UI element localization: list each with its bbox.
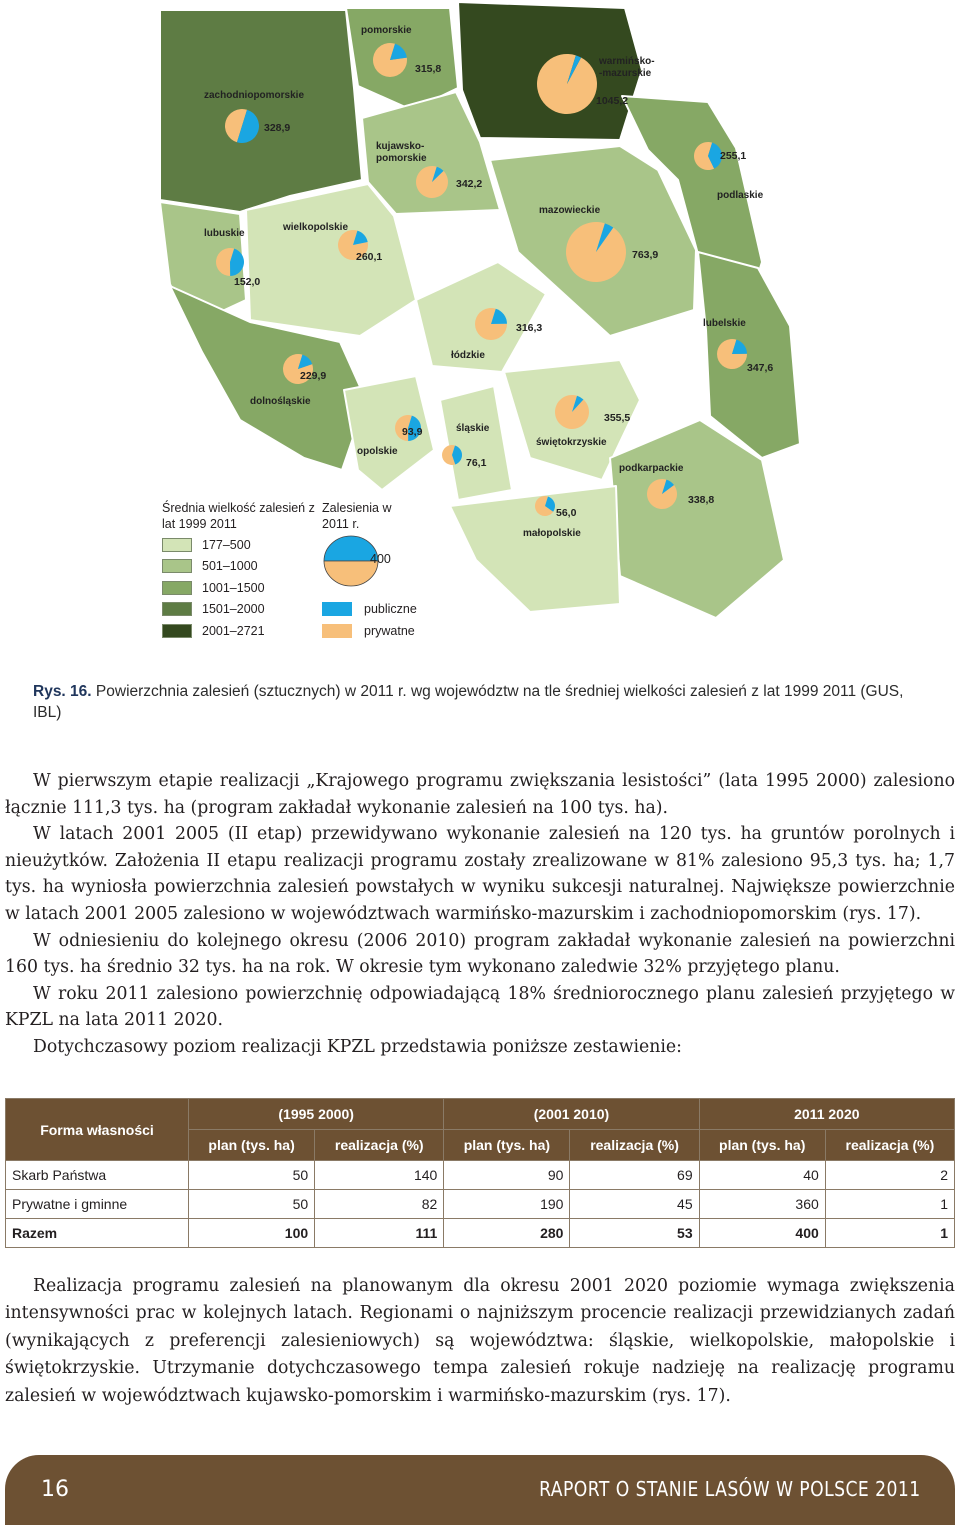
region-label: podlaskie bbox=[717, 190, 764, 201]
paragraph: Realizacja programu zalesień na planowanym dla okresu 2001 2020 poziomie wymaga zwiększenia intensywności prac w kolejnych latach. Regionami o najniższym procencie realizacji przewidzianych zadań (wynikających z preferencji zalesieniowych) są województwa: śląskie, wielkopolskie, małopolskie i świętokrzyskie. Utrzymanie dotychczasowego tempa zalesień rokuje nadzieję na realizację programu zalesień w województwach kujawsko-pomorskim i warmińsko-mazurskim (rys. 17). bbox=[5, 1276, 955, 1406]
paragraph: W latach 2001 2005 (II etap) przewidywano wykonanie zalesień na 120 tys. ha gruntów porolnych i nieużytków. Założenia II etapu realizacji programu zostały zrealizowane w 81% zalesiono 95,3 tys. ha; 1,7 tys. ha wyniosła powierzchnia zalesień powstałych w wyniku sukcesji naturalnej. Największe powierzchnie w latach 2001 2005 zalesiono w województwach warmińsko-mazurskim i zachodniopomorskim (rys. 17). bbox=[5, 824, 955, 924]
region-label: śląskie bbox=[456, 423, 490, 434]
row-label: Prywatne i gminne bbox=[6, 1190, 189, 1219]
legend-row bbox=[162, 556, 322, 578]
table-cell: 100 bbox=[189, 1219, 315, 1248]
legend-title: Średnia wielkość zalesień z lat 1999 2011 bbox=[162, 501, 315, 531]
table-cell: 1 bbox=[825, 1219, 954, 1248]
region-value: 1045,2 bbox=[596, 95, 629, 107]
region-label: dolnośląskie bbox=[250, 396, 311, 407]
pie-private-slice bbox=[537, 54, 597, 114]
table-cell: 280 bbox=[444, 1219, 570, 1248]
region-value: 93,9 bbox=[402, 426, 423, 438]
page-number: 16 bbox=[41, 1477, 69, 1502]
legend-swatch-3 bbox=[162, 581, 192, 595]
region-value: 56,0 bbox=[556, 507, 577, 519]
region-label: podkarpackie bbox=[619, 463, 684, 474]
table-subheader: plan (tys. ha) bbox=[189, 1130, 315, 1161]
table-cell: 69 bbox=[570, 1161, 699, 1190]
legend-class-label: 1001–1500 bbox=[202, 580, 265, 595]
table-cell: 111 bbox=[315, 1219, 444, 1248]
legend-public-label: publiczne bbox=[364, 602, 417, 616]
legend-average bbox=[162, 500, 322, 642]
region-label: kujawsko-pomorskie bbox=[376, 141, 427, 164]
table-cell: 50 bbox=[189, 1190, 315, 1219]
legend-private-swatch bbox=[322, 624, 352, 638]
region-value: 152,0 bbox=[234, 276, 261, 288]
region-value: 316,3 bbox=[516, 322, 543, 334]
region-value: 342,2 bbox=[456, 178, 483, 190]
table-cell: 45 bbox=[570, 1190, 699, 1219]
table-cell: 40 bbox=[699, 1161, 825, 1190]
legend-swatch-1 bbox=[162, 538, 192, 552]
legend-private-row bbox=[322, 620, 442, 642]
table-subheader: realizacja (%) bbox=[825, 1130, 954, 1161]
legend-row bbox=[162, 577, 322, 599]
table-cell: 82 bbox=[315, 1190, 444, 1219]
table-cell: 400 bbox=[699, 1219, 825, 1248]
region-małopolskie bbox=[450, 486, 620, 612]
legend-row bbox=[162, 534, 322, 556]
legend-swatch-4 bbox=[162, 602, 192, 616]
legend-pie-title: Zalesienia w 2011 r. bbox=[322, 501, 392, 531]
region-value: 328,9 bbox=[264, 122, 291, 134]
page-footer bbox=[5, 1455, 955, 1525]
region-label: wielkopolskie bbox=[283, 222, 349, 233]
region-label: małopolskie bbox=[523, 528, 581, 539]
caption-text: Powierzchnia zalesień (sztucznych) w 2011 r. wg województw na tle średniej wielkości zalesień z lat 1999 2011 (GUS, IBL) bbox=[33, 683, 904, 721]
legend-swatch-5 bbox=[162, 624, 192, 638]
region-value: 260,1 bbox=[356, 251, 383, 263]
figure-caption bbox=[33, 681, 933, 723]
region-value: 347,6 bbox=[747, 362, 774, 374]
paragraph: W pierwszym etapie realizacji „Krajowego programu zwiększania lesistości” (lata 1995 2000) zalesiono łącznie 111,3 tys. ha (program zakładał wykonanie zalesień na 100 tys. ha). bbox=[5, 771, 955, 818]
caption-label: Rys. 16. bbox=[33, 683, 92, 700]
legend-class-label: 1501–2000 bbox=[202, 602, 265, 617]
region-value: 338,8 bbox=[688, 494, 715, 506]
table-cell: 1 bbox=[825, 1190, 954, 1219]
region-lubelskie bbox=[698, 252, 800, 458]
region-label: łódzkie bbox=[451, 350, 485, 361]
table-period-header: (1995 2000) bbox=[189, 1099, 444, 1130]
region-label: lubelskie bbox=[703, 318, 746, 329]
table-subheader: plan (tys. ha) bbox=[444, 1130, 570, 1161]
paragraph: W odniesieniu do kolejnego okresu (2006 2010) program zakładał wykonanie zalesień na powierzchni 160 tys. ha średnio 32 tys. ha na rok. W okresie tym wykonano zaledwie 32% przyjętego planu. bbox=[5, 930, 955, 978]
table-cell: 360 bbox=[699, 1190, 825, 1219]
legend-pie-icon bbox=[322, 534, 442, 598]
table-cell: 90 bbox=[444, 1161, 570, 1190]
row-label: Skarb Państwa bbox=[6, 1161, 189, 1190]
region-value: 315,8 bbox=[415, 63, 442, 75]
table-row bbox=[6, 1161, 955, 1190]
region-label: pomorskie bbox=[361, 25, 412, 36]
table-period-header: (2001 2010) bbox=[444, 1099, 699, 1130]
legend-pie-value: 400 bbox=[370, 552, 391, 566]
table-cell: 53 bbox=[570, 1219, 699, 1248]
region-label: mazowieckie bbox=[539, 205, 601, 216]
region-label: zachodniopomorskie bbox=[204, 90, 305, 101]
table-cell: 140 bbox=[315, 1161, 444, 1190]
region-label: warmińsko--mazurskie bbox=[599, 56, 655, 79]
region-label: świętokrzyskie bbox=[536, 437, 607, 448]
region-value: 229,9 bbox=[300, 370, 327, 382]
region-value: 355,5 bbox=[604, 412, 631, 424]
legend-swatch-2 bbox=[162, 559, 192, 573]
legend-class-label: 2001–2721 bbox=[202, 623, 265, 638]
region-value: 76,1 bbox=[466, 457, 487, 469]
legend-private-label: prywatne bbox=[364, 624, 415, 638]
body-text-2 bbox=[5, 1273, 955, 1410]
running-title: RAPORT O STANIE LASÓW W POLSCE 2011 bbox=[539, 1477, 921, 1501]
table-cell: 190 bbox=[444, 1190, 570, 1219]
kpzl-table bbox=[5, 1098, 955, 1248]
table-row-total bbox=[6, 1219, 955, 1248]
region-śląskie bbox=[440, 386, 512, 500]
legend-class-label: 501–1000 bbox=[202, 559, 258, 574]
table-cell: 50 bbox=[189, 1161, 315, 1190]
table-corner-header: Forma własności bbox=[6, 1099, 189, 1161]
legend-public-swatch bbox=[322, 602, 352, 616]
table-period-header: 2011 2020 bbox=[699, 1099, 954, 1130]
body-text bbox=[5, 768, 955, 1061]
region-label: opolskie bbox=[357, 446, 398, 457]
legend-row bbox=[162, 620, 322, 642]
legend-pies bbox=[322, 500, 442, 642]
region-zachodniopomorskie bbox=[160, 10, 362, 212]
region-label: lubuskie bbox=[204, 228, 245, 239]
legend-class-label: 177–500 bbox=[202, 537, 251, 552]
legend-row bbox=[162, 599, 322, 621]
table-row bbox=[6, 1190, 955, 1219]
table-subheader: realizacja (%) bbox=[315, 1130, 444, 1161]
table-subheader: plan (tys. ha) bbox=[699, 1130, 825, 1161]
paragraph: Dotychczasowy poziom realizacji KPZL przedstawia poniższe zestawienie: bbox=[33, 1036, 682, 1057]
region-value: 763,9 bbox=[632, 249, 659, 261]
row-label: Razem bbox=[6, 1219, 189, 1248]
region-value: 255,1 bbox=[720, 150, 747, 162]
table-subheader: realizacja (%) bbox=[570, 1130, 699, 1161]
legend-public-row bbox=[322, 598, 442, 620]
paragraph: W roku 2011 zalesiono powierzchnię odpowiadającą 18% średniorocznego planu zalesień przyjętego w KPZL na lata 2011 2020. bbox=[5, 983, 955, 1031]
table-cell: 2 bbox=[825, 1161, 954, 1190]
